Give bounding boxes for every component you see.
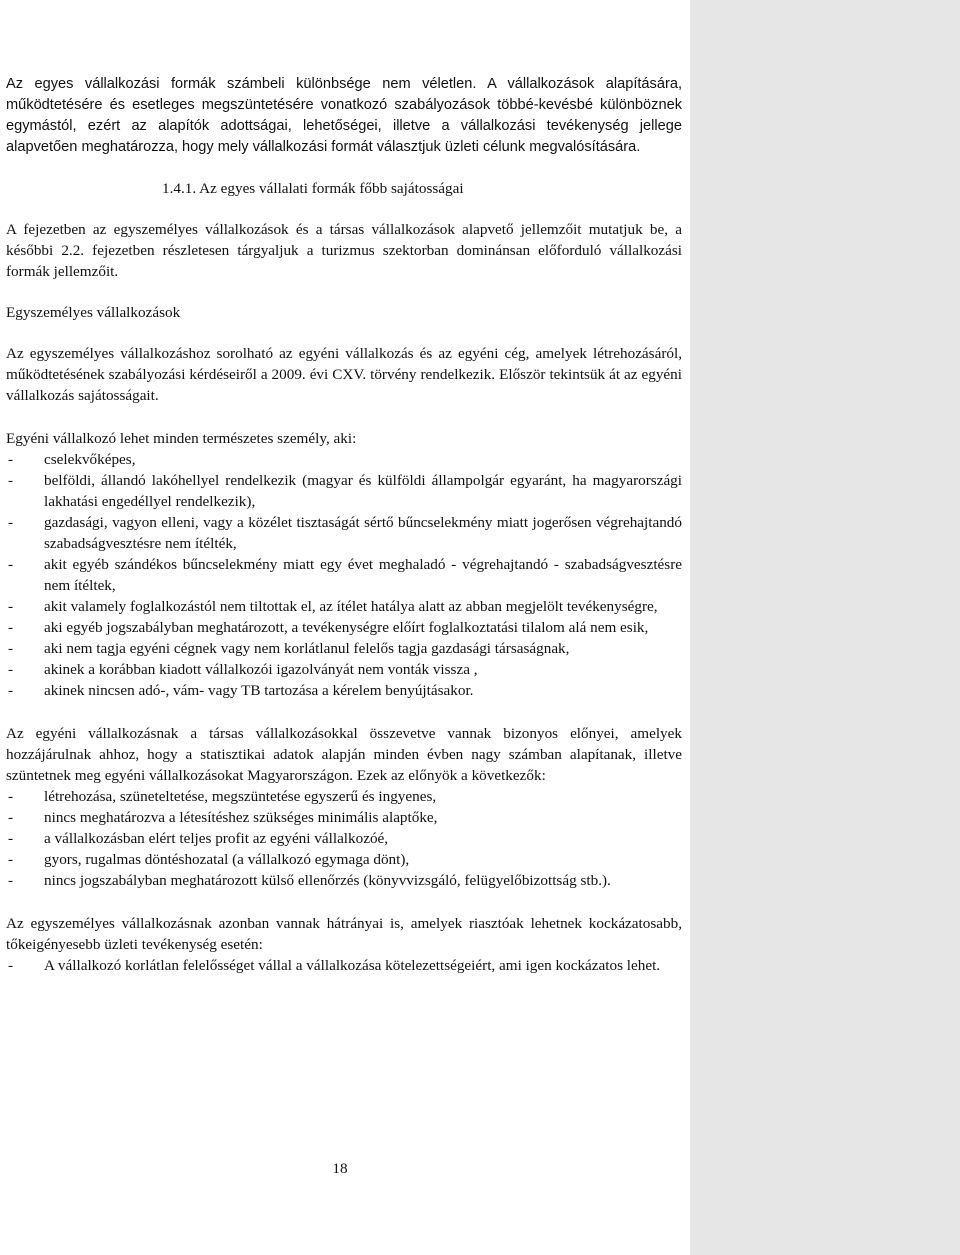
disadvantages-paragraph: Az egyszemélyes vállalkozásnak azonban vannak hátrányai is, amelyek riasztóak lehetnek kockázatosabb, tőkeigényesebb üzleti tevékenység esetén: [6, 915, 682, 953]
list-item: - nincs meghatározva a létesítéshez szükséges minimális alaptőke, [6, 807, 682, 828]
list-item: - aki egyéb jogszabályban meghatározott, a tevékenységre előírt foglalkoztatási tilalom alá nem esik, [6, 617, 682, 638]
list-item: - akit valamely foglalkozástól nem tiltottak el, az ítélet hatálya alatt az abban megjelölt tevékenységre, [6, 596, 682, 617]
list-item: - a vállalkozásban elért teljes profit az egyéni vállalkozóé, [6, 828, 682, 849]
list-item: - akinek a korábban kiadott vállalkozói igazolványát nem vonták vissza , [6, 659, 682, 680]
list-item: - akinek nincsen adó-, vám- vagy TB tartozása a kérelem benyújtásakor. [6, 680, 682, 701]
section-heading: 1.4.1. Az egyes vállalati formák főbb sajátosságai [162, 180, 464, 197]
eligibility-list [6, 449, 682, 701]
list-item: - belföldi, állandó lakóhellyel rendelkezik (magyar és külföldi állampolgár egyaránt, ha magyarországi lakhatási engedéllyel rendelkezik), [6, 470, 682, 512]
list-item: - A vállalkozó korlátlan felelősséget vállal a vállalkozása kötelezettségeiért, ami igen kockázatos lehet. [6, 955, 682, 976]
eligibility-intro: Egyéni vállalkozó lehet minden természetes személy, aki: [6, 430, 357, 447]
chapter-overview-paragraph: A fejezetben az egyszemélyes vállalkozások és a társas vállalkozások alapvető jellemzőit mutatjuk be, a későbbi 2.2. fejezetben részletesen tárgyaljuk a turizmus szektorban dominánsan előforduló vállalkozási formák jellemzőit. [6, 221, 682, 280]
list-item: - gazdasági, vagyon elleni, vagy a közélet tisztaságát sértő bűncselekmény miatt jogerősen végrehajtandó szabadságvesztésre nem ítélték, [6, 512, 682, 554]
list-item: - akit egyéb szándékos bűncselekmény miatt egy évet meghaladó - végrehajtandó - szabadságvesztésre nem ítéltek, [6, 554, 682, 596]
list-item: - aki nem tagja egyéni cégnek vagy nem korlátlanul felelős tagja gazdasági társaságnak, [6, 638, 682, 659]
list-item: - cselekvőképes, [6, 449, 682, 470]
sole-proprietorship-paragraph: Az egyszemélyes vállalkozáshoz sorolható az egyéni vállalkozás és az egyéni cég, amelyek létrehozásáról, működtetésének szabályozási kérdéseiről a 2009. évi CXV. törvény rendelkezik. Először tekintsük át az egyéni vállalkozás sajátosságait. [6, 345, 682, 404]
subheading-sole-proprietorship: Egyszemélyes vállalkozások [6, 304, 181, 321]
list-item: - létrehozása, szüneteltetése, megszüntetése egyszerű és ingyenes, [6, 786, 682, 807]
intro-paragraph: Az egyes vállalkozási formák számbeli különbsége nem véletlen. A vállalkozások alapítására, működtetésére és esetleges megszüntetésére vonatkozó szabályozások többé-kevésbé különböznek egymástól, ezért az alapítók adottságai, lehetőségei, illetve a vállalkozási tevékenység jellege alapvetően meghatározza, hogy mely vállalkozási formát választjuk üzleti célunk megvalósítására. [6, 76, 682, 155]
page-number: 18 [332, 1160, 348, 1177]
advantages-paragraph: Az egyéni vállalkozásnak a társas vállalkozásokkal összevetve vannak bizonyos előnyei, amelyek hozzájárulnak ahhoz, hogy a statisztikai adatok alapján minden évben nagy számban alapítanak, illetve szüntetnek meg egyéni vállalkozásokat Magyarországon. Ezek az előnyök a következők: [6, 725, 682, 784]
disadvantages-list [6, 955, 682, 976]
advantages-list [6, 786, 682, 891]
document-body [6, 74, 682, 976]
list-item: - nincs jogszabályban meghatározott külső ellenőrzés (könyvvizsgáló, felügyelőbizottság stb.). [6, 870, 682, 891]
list-item: - gyors, rugalmas döntéshozatal (a vállalkozó egymaga dönt), [6, 849, 682, 870]
comment-margin-panel [690, 0, 960, 1255]
